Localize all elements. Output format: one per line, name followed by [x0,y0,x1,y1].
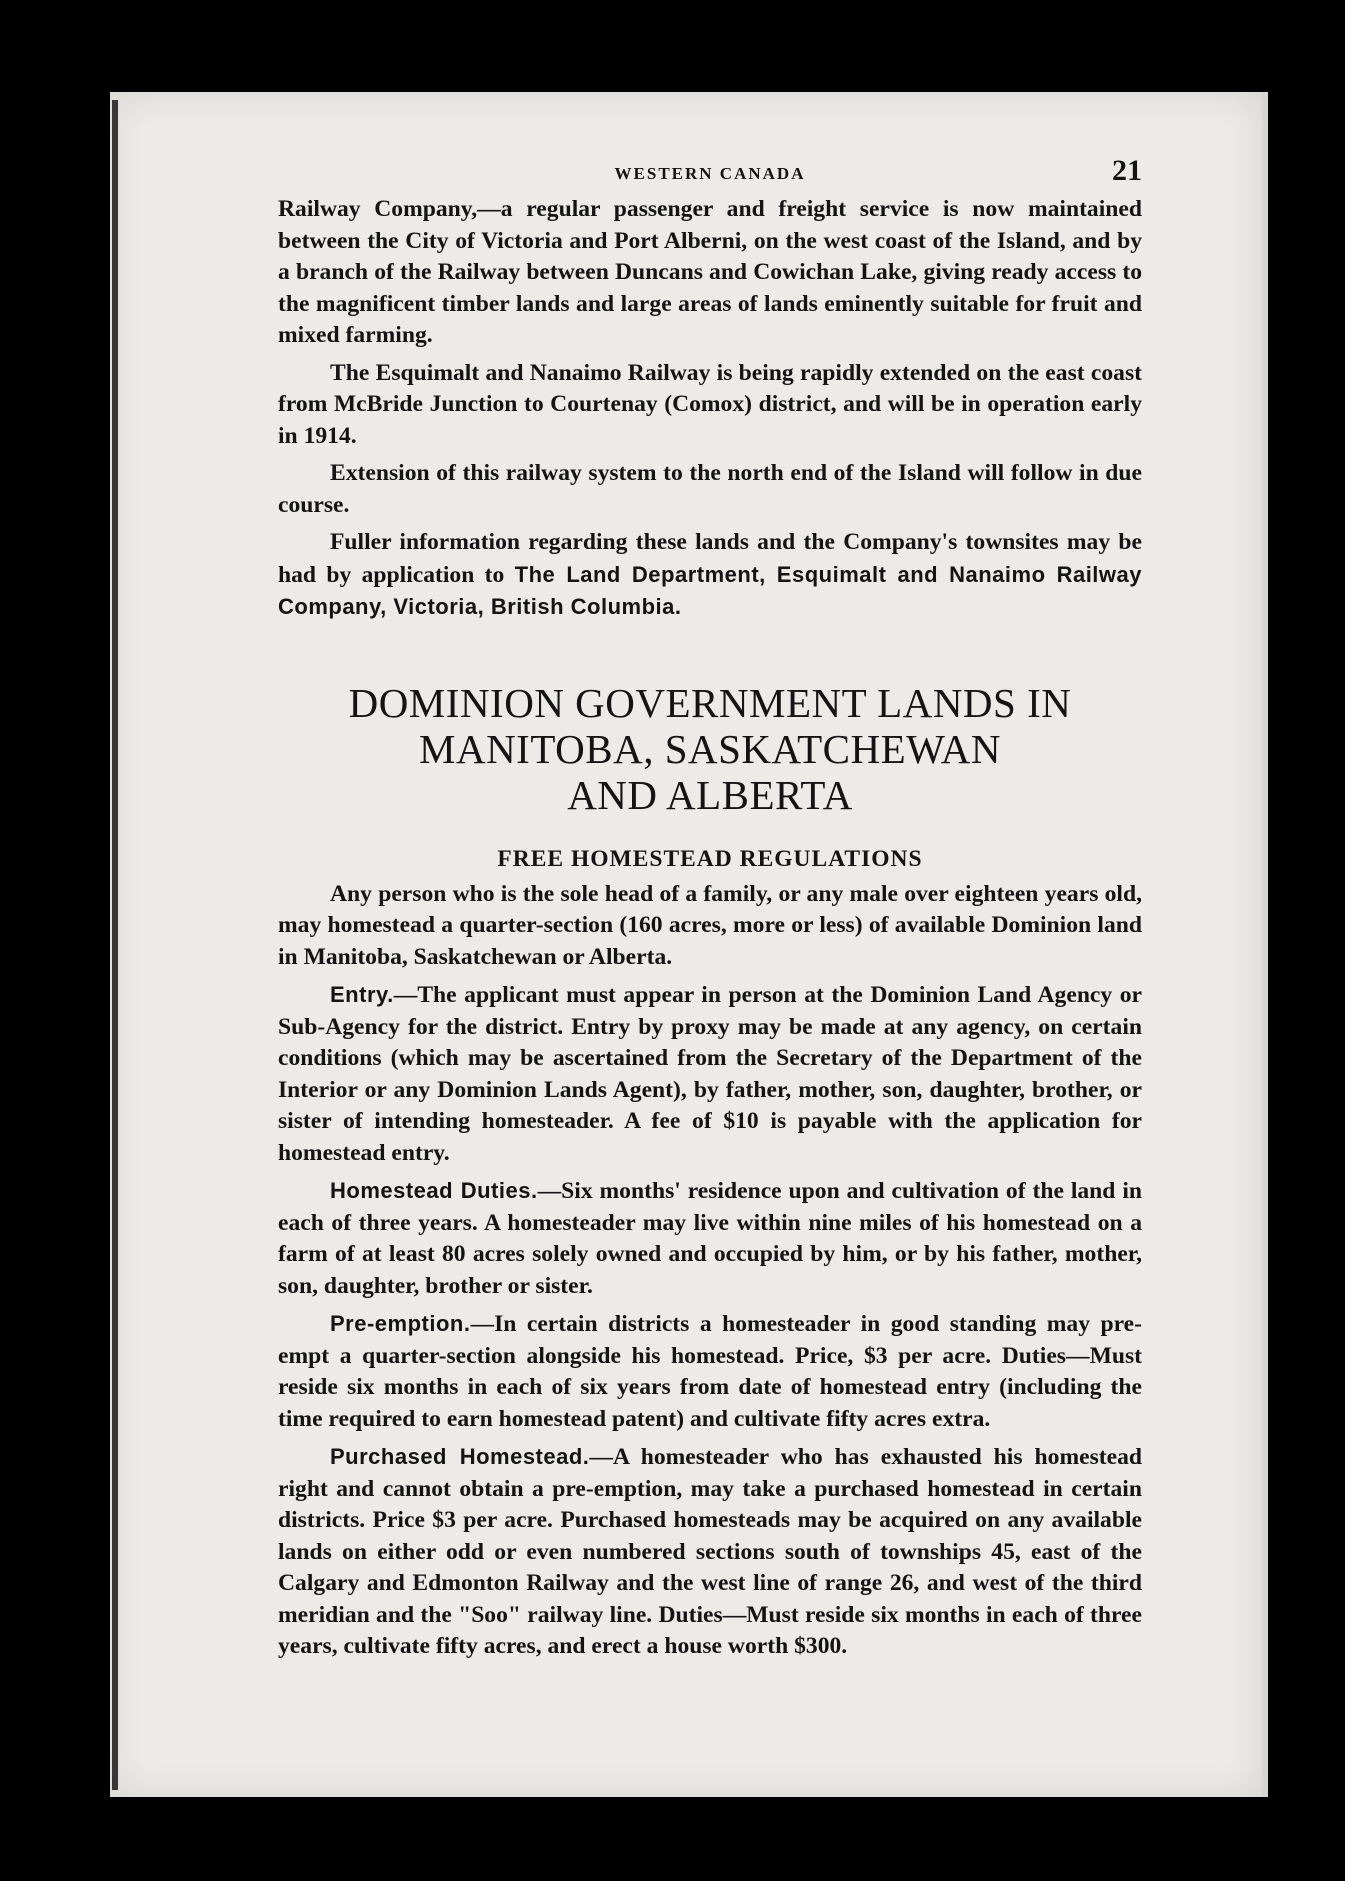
heading-line-3: AND ALBERTA [567,771,853,818]
heading-line-1: DOMINION GOVERNMENT LANDS IN [348,679,1072,726]
subheading: FREE HOMESTEAD REGULATIONS [497,845,923,872]
running-head [278,150,1142,194]
heading-line-2: MANITOBA, SASKATCHEWAN [419,725,1001,772]
entry-paragraph [278,979,1142,1169]
intro-paragraph-1: Railway Company,—a regular passenger and freight service is now maintained between the City of Victoria and Port Alberni, on the west coast of the Island, and by a branch of the Railway between Duncans and Cowichan Lake, giving ready access to the magnificent timber lands and large areas of lands eminently suitable for fruit and mixed farming. [278,196,1142,348]
intro-paragraph-3: Extension of this railway system to the north end of the Island will follow in due course. [278,460,1142,518]
preemption-paragraph [278,1308,1142,1435]
intro-paragraph-4-text: Fuller information regarding these lands and the Company's townsites may be had by application to [278,529,1142,588]
purchased-lead: Purchased Homestead. [330,1444,590,1469]
entry-text: —The applicant must appear in person at the Dominion Land Agency or Sub-Agency for the district. Entry by proxy may be made at any agency, on certain conditions (which may be ascertained from the Secretary of the Department of the Interior or any Dominion Lands Agent), by father, mother, son, daughter, brother, or sister of intending homesteader. A fee of $10 is payable with the application for homestead entry. [278,982,1142,1166]
land-department-address: The Land Department, Esquimalt and Nanaimo Railway Company, Victoria, British Columbia. [278,561,1143,619]
intro-paragraph-4 [278,527,1142,624]
duties-text: —Six months' residence upon and cultivation of the land in each of three years. A homesteader may live within nine miles of his homestead on a farm of at least 80 acres solely owned and occupied by him, or by his father, mother, son, daughter, brother or sister. [278,1178,1142,1299]
running-title: WESTERN CANADA [614,164,806,183]
preemption-lead: Pre-emption. [330,1311,471,1336]
preemption-text: —In certain districts a homesteader in good standing may pre-empt a quarter-section alongside his homestead. Price, $3 per acre. Duties—Must reside six months in each of six years from date of homestead entry (including the time required to earn homestead patent) and cultivate fifty acres extra. [278,1311,1142,1432]
binding-edge [112,100,118,1790]
page-edge [1262,92,1268,1797]
section-heading [278,680,1142,818]
page-content [278,150,1142,1663]
duties-lead: Homestead Duties. [330,1178,538,1203]
regulations-intro: Any person who is the sole head of a family, or any male over eighteen years old, may homestead a quarter-section (160 acres, more or less) of available Dominion land in Manitoba, Saskatchewan or Alberta. [278,880,1142,970]
intro-paragraph-2: The Esquimalt and Nanaimo Railway is being rapidly extended on the east coast from McBride Junction to Courtenay (Comox) district, and will be in operation early in 1914. [278,359,1142,449]
purchased-paragraph [278,1441,1142,1663]
duties-paragraph [278,1175,1142,1302]
purchased-text: —A homesteader who has exhausted his homestead right and cannot obtain a pre-emption, may take a purchased homestead in certain districts. Price $3 per acre. Purchased homesteads may be acquired on any available lands on either odd or even numbered sections south of townships 45, east of the Calgary and Edmonton Railway and the west line of range 26, and west of the third meridian and the "Soo" railway line. Duties—Must reside six months in each of three years, cultivate fifty acres, and erect a house worth $300. [278,1444,1142,1659]
entry-lead: Entry. [330,982,394,1007]
page-number: 21 [1112,154,1142,187]
